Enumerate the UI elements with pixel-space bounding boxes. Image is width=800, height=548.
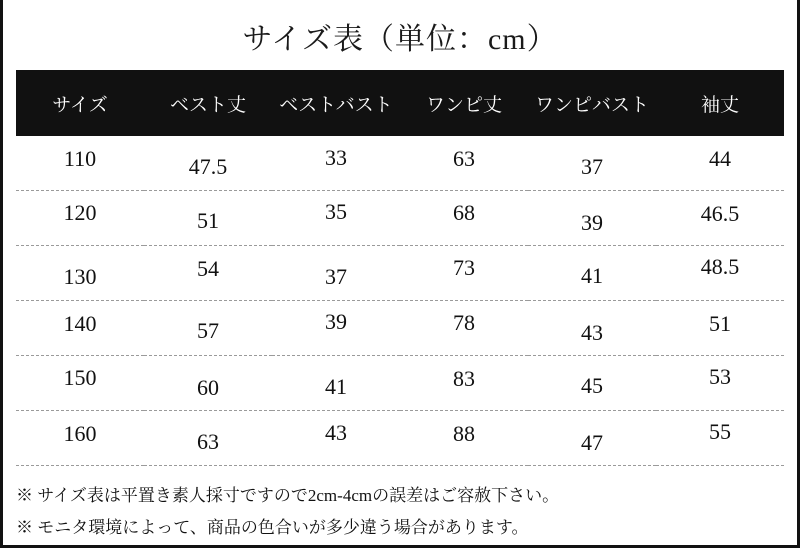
cell-vest-length [144,411,272,466]
cell-text: 46.5 [700,201,740,226]
cell-vest-bust [272,136,400,191]
cell-vest-bust [272,191,400,246]
table-row [16,191,784,246]
cell-dress-bust [528,136,656,191]
cell-text: 68 [453,200,475,225]
cell-size [16,246,144,301]
cell-text: 41 [325,374,347,399]
cell-text: 48.5 [700,254,740,279]
cell-text: 120 [63,200,97,225]
cell-text: 78 [453,310,475,335]
cell-text: 60 [197,375,219,400]
cell-text: 130 [63,264,97,289]
table-row [16,356,784,411]
cell-text: 45 [581,373,603,398]
cell-text: 83 [453,366,475,391]
cell-text: 43 [581,320,603,345]
cell-text: 57 [197,318,219,343]
note-monitor-color: ※ モニタ環境によって、商品の色合いが多少違う場合があります。 [16,518,529,538]
cell-size [16,356,144,411]
cell-vest-bust [272,301,400,356]
column-header-vest-length: ベスト丈 [144,70,272,136]
table-header-row [16,70,784,136]
cell-text: 54 [197,256,219,281]
cell-text: 63 [197,429,219,454]
cell-text: 160 [63,421,97,446]
cell-text: 53 [709,364,731,389]
cell-dress-length [400,301,528,356]
table-row [16,246,784,301]
cell-dress-length [400,191,528,246]
cell-dress-bust [528,301,656,356]
cell-size [16,301,144,356]
cell-sleeve-length [656,136,784,191]
cell-text: 150 [63,365,97,390]
cell-text: 44 [709,146,731,171]
cell-vest-length [144,136,272,191]
table-row [16,301,784,356]
cell-dress-length [400,356,528,411]
column-header-vest-bust: ベストバスト [272,70,400,136]
cell-text: 35 [325,199,347,224]
cell-vest-length [144,356,272,411]
cell-text: 51 [197,208,219,233]
cell-sleeve-length [656,411,784,466]
cell-text: 73 [453,255,475,280]
cell-text: 51 [709,311,731,336]
cell-text: 33 [325,145,347,170]
cell-text: 140 [63,311,97,336]
cell-vest-bust [272,356,400,411]
cell-text: 37 [581,154,603,179]
cell-vest-length [144,246,272,301]
cell-dress-length [400,411,528,466]
cell-text: 39 [325,309,347,334]
cell-text: 37 [325,264,347,289]
column-header-dress-length: ワンピ丈 [400,70,528,136]
cell-text: 43 [325,420,347,445]
cell-text: 39 [581,210,603,235]
cell-text: 47 [581,430,603,455]
cell-dress-length [400,136,528,191]
table-row [16,411,784,466]
cell-dress-bust [528,411,656,466]
cell-dress-bust [528,246,656,301]
cell-text: 110 [63,146,97,171]
column-header-sleeve-length: 袖丈 [656,70,784,136]
table-body [16,136,784,466]
cell-dress-length [400,246,528,301]
cell-sleeve-length [656,356,784,411]
size-table [16,70,784,466]
cell-size [16,411,144,466]
cell-dress-bust [528,356,656,411]
column-header-size: サイズ [16,70,144,136]
page-title: サイズ表（単位：cm） [242,23,558,56]
cell-text: 55 [709,419,731,444]
cell-size [16,191,144,246]
cell-text: 41 [581,263,603,288]
column-header-dress-bust: ワンピバスト [528,70,656,136]
table-row [16,136,784,191]
table-header [16,70,784,136]
cell-sleeve-length [656,191,784,246]
cell-text: 63 [453,146,475,171]
size-table-container [16,70,784,466]
cell-text: 47.5 [188,154,228,179]
cell-sleeve-length [656,246,784,301]
notes-section [16,480,784,545]
cell-dress-bust [528,191,656,246]
cell-text: 88 [453,421,475,446]
cell-vest-length [144,301,272,356]
cell-vest-bust [272,246,400,301]
cell-vest-bust [272,411,400,466]
cell-vest-length [144,191,272,246]
cell-size [16,136,144,191]
note-measurement-tolerance: ※ サイズ表は平置き素人採寸ですので2cm-4cmの誤差はご容赦下さい。 [16,486,560,505]
cell-sleeve-length [656,301,784,356]
